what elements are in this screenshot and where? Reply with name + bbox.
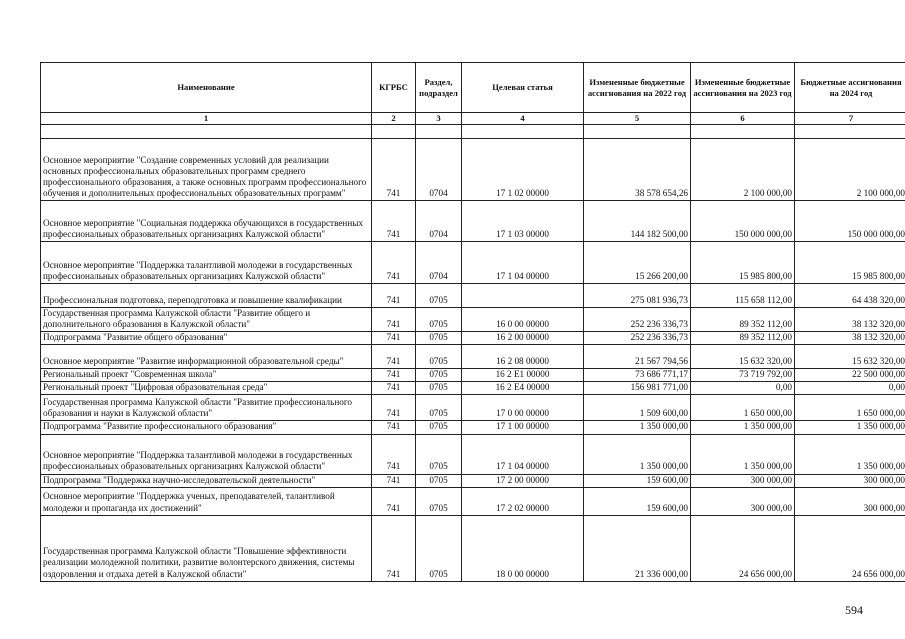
table-row — [41, 139, 905, 201]
row-amount-2022: 252 236 336,73 — [584, 332, 691, 345]
row-amount-2024: 24 656 000,00 — [795, 515, 905, 581]
row-name: Подпрограмма "Развитие общего образования" — [41, 332, 372, 345]
row-target: 17 1 04 00000 — [462, 242, 584, 284]
row-section: 0704 — [416, 139, 462, 201]
row-amount-2022: 1 509 600,00 — [584, 395, 691, 421]
row-target: 17 1 03 00000 — [462, 201, 584, 242]
row-kgrbs: 741 — [372, 242, 416, 284]
header-section: Раздел, подраздел — [416, 63, 462, 113]
column-number: 3 — [416, 113, 462, 125]
row-target: 16 2 08 00000 — [462, 345, 584, 369]
row-section: 0705 — [416, 434, 462, 474]
row-amount-2023: 1 350 000,00 — [691, 421, 795, 434]
row-amount-2023: 2 100 000,00 — [691, 139, 795, 201]
row-name: Основное мероприятие "Поддержка талантливой молодежи в государственных профессиональных образовательных организациях Калужской области" — [41, 242, 372, 284]
table-row — [41, 395, 905, 421]
row-name: Основное мероприятие "Поддержка талантливой молодежи в государственных профессиональных образовательных организациях Калужской области" — [41, 434, 372, 474]
column-number: 1 — [41, 113, 372, 125]
row-kgrbs: 741 — [372, 308, 416, 332]
table-row — [41, 382, 905, 395]
row-name: Основное мероприятие "Развитие информационной образовательной среды" — [41, 345, 372, 369]
table-row — [41, 487, 905, 515]
header-target: Целевая статья — [462, 63, 584, 113]
row-section: 0705 — [416, 382, 462, 395]
row-amount-2023: 300 000,00 — [691, 487, 795, 515]
row-amount-2023: 89 352 112,00 — [691, 308, 795, 332]
column-number: 4 — [462, 113, 584, 125]
row-target: 18 0 00 00000 — [462, 515, 584, 581]
table-row — [41, 421, 905, 434]
row-amount-2023: 15 985 800,00 — [691, 242, 795, 284]
row-amount-2022: 275 081 936,73 — [584, 284, 691, 308]
row-amount-2024: 1 350 000,00 — [795, 434, 905, 474]
row-target: 17 1 02 00000 — [462, 139, 584, 201]
row-kgrbs: 741 — [372, 369, 416, 382]
column-number: 2 — [372, 113, 416, 125]
row-kgrbs: 741 — [372, 201, 416, 242]
row-target: 17 2 00 00000 — [462, 474, 584, 487]
row-amount-2024: 300 000,00 — [795, 487, 905, 515]
row-amount-2022: 156 981 771,00 — [584, 382, 691, 395]
table-row — [41, 284, 905, 308]
row-section: 0705 — [416, 395, 462, 421]
row-target: 17 2 02 00000 — [462, 487, 584, 515]
row-name: Государственная программа Калужской области "Развитие общего и дополнительного образования в Калужской области" — [41, 308, 372, 332]
row-section: 0705 — [416, 332, 462, 345]
budget-table — [40, 62, 905, 582]
row-kgrbs: 741 — [372, 515, 416, 581]
row-kgrbs: 741 — [372, 382, 416, 395]
row-amount-2022: 1 350 000,00 — [584, 421, 691, 434]
row-amount-2022: 15 266 200,00 — [584, 242, 691, 284]
row-amount-2022: 21 567 794,56 — [584, 345, 691, 369]
header-2024: Бюджетные ассигнования на 2024 год — [795, 63, 905, 113]
row-target: 17 1 00 00000 — [462, 421, 584, 434]
row-amount-2023: 300 000,00 — [691, 474, 795, 487]
row-amount-2024: 150 000 000,00 — [795, 201, 905, 242]
row-name: Государственная программа Калужской области "Повышение эффективности реализации молодежной политики, развитие волонтерского движения, системы оздоровления и отдыха детей в Калужской области" — [41, 515, 372, 581]
row-kgrbs: 741 — [372, 487, 416, 515]
row-name: Профессиональная подготовка, переподготовка и повышение квалификации — [41, 284, 372, 308]
row-amount-2023: 73 719 792,00 — [691, 369, 795, 382]
row-amount-2024: 0,00 — [795, 382, 905, 395]
row-target — [462, 284, 584, 308]
table-row — [41, 308, 905, 332]
row-target: 16 2 E4 00000 — [462, 382, 584, 395]
header-kgrbs: КГРБС — [372, 63, 416, 113]
row-section: 0705 — [416, 284, 462, 308]
row-amount-2023: 0,00 — [691, 382, 795, 395]
row-amount-2022: 73 686 771,17 — [584, 369, 691, 382]
row-amount-2024: 2 100 000,00 — [795, 139, 905, 201]
row-section: 0704 — [416, 242, 462, 284]
row-section: 0705 — [416, 308, 462, 332]
row-name: Основное мероприятие "Социальная поддержка обучающихся в государственных профессиональных образовательных организациях Калужской области" — [41, 201, 372, 242]
row-amount-2023: 15 632 320,00 — [691, 345, 795, 369]
header-2022: Измененные бюджетные ассигнования на 2022 год — [584, 63, 691, 113]
row-kgrbs: 741 — [372, 139, 416, 201]
row-section: 0705 — [416, 487, 462, 515]
row-amount-2024: 22 500 000,00 — [795, 369, 905, 382]
row-amount-2022: 1 350 000,00 — [584, 434, 691, 474]
column-number-row — [41, 113, 905, 125]
row-amount-2022: 144 182 500,00 — [584, 201, 691, 242]
table-row — [41, 242, 905, 284]
row-section: 0704 — [416, 201, 462, 242]
table-row — [41, 369, 905, 382]
row-section: 0705 — [416, 515, 462, 581]
row-amount-2023: 1 650 000,00 — [691, 395, 795, 421]
page-number: 594 — [845, 603, 863, 617]
row-name: Основное мероприятие "Поддержка ученых, преподавателей, талантливой молодежи и пропаганда их достижений" — [41, 487, 372, 515]
row-name: Основное мероприятие "Создание современных условий для реализации основных профессиональных образовательных программ среднего профессионального образования, а также основных программ профессионального обучения и дополнительных профессиональных образовательных программ" — [41, 139, 372, 201]
row-amount-2022: 159 600,00 — [584, 487, 691, 515]
row-amount-2024: 15 985 800,00 — [795, 242, 905, 284]
row-amount-2023: 115 658 112,00 — [691, 284, 795, 308]
row-kgrbs: 741 — [372, 434, 416, 474]
row-kgrbs: 741 — [372, 345, 416, 369]
row-target: 16 2 E1 00000 — [462, 369, 584, 382]
row-target: 17 0 00 00000 — [462, 395, 584, 421]
row-name: Региональный проект "Цифровая образовательная среда" — [41, 382, 372, 395]
row-section: 0705 — [416, 345, 462, 369]
row-target: 17 1 04 00000 — [462, 434, 584, 474]
row-kgrbs: 741 — [372, 332, 416, 345]
header-2023: Измененные бюджетные ассигнования на 2023 год — [691, 63, 795, 113]
header-name: Наименование — [41, 63, 372, 113]
row-section: 0705 — [416, 474, 462, 487]
row-section: 0705 — [416, 421, 462, 434]
column-number: 5 — [584, 113, 691, 125]
row-amount-2022: 21 336 000,00 — [584, 515, 691, 581]
row-amount-2023: 89 352 112,00 — [691, 332, 795, 345]
row-amount-2024: 300 000,00 — [795, 474, 905, 487]
row-amount-2024: 38 132 320,00 — [795, 332, 905, 345]
row-amount-2024: 1 350 000,00 — [795, 421, 905, 434]
row-kgrbs: 741 — [372, 474, 416, 487]
row-amount-2023: 24 656 000,00 — [691, 515, 795, 581]
table-row — [41, 345, 905, 369]
table-row — [41, 332, 905, 345]
row-amount-2024: 64 438 320,00 — [795, 284, 905, 308]
row-name: Подпрограмма "Развитие профессионального образования" — [41, 421, 372, 434]
row-amount-2023: 150 000 000,00 — [691, 201, 795, 242]
table-row — [41, 515, 905, 581]
row-name: Региональный проект "Современная школа" — [41, 369, 372, 382]
row-kgrbs: 741 — [372, 421, 416, 434]
table-body — [41, 139, 905, 581]
row-section: 0705 — [416, 369, 462, 382]
table-row — [41, 434, 905, 474]
row-amount-2024: 15 632 320,00 — [795, 345, 905, 369]
table-row — [41, 474, 905, 487]
table-row — [41, 201, 905, 242]
column-number: 7 — [795, 113, 905, 125]
row-kgrbs: 741 — [372, 284, 416, 308]
row-amount-2024: 1 650 000,00 — [795, 395, 905, 421]
row-amount-2024: 38 132 320,00 — [795, 308, 905, 332]
row-amount-2022: 38 578 654,26 — [584, 139, 691, 201]
row-amount-2023: 1 350 000,00 — [691, 434, 795, 474]
row-amount-2022: 159 600,00 — [584, 474, 691, 487]
row-target: 16 0 00 00000 — [462, 308, 584, 332]
table-header-row — [41, 63, 905, 113]
spacer-row — [41, 125, 905, 139]
row-target: 16 2 00 00000 — [462, 332, 584, 345]
row-name: Подпрограмма "Поддержка научно-исследовательской деятельности" — [41, 474, 372, 487]
row-kgrbs: 741 — [372, 395, 416, 421]
row-amount-2022: 252 236 336,73 — [584, 308, 691, 332]
row-name: Государственная программа Калужской области "Развитие профессионального образования и науки в Калужской области" — [41, 395, 372, 421]
column-number: 6 — [691, 113, 795, 125]
